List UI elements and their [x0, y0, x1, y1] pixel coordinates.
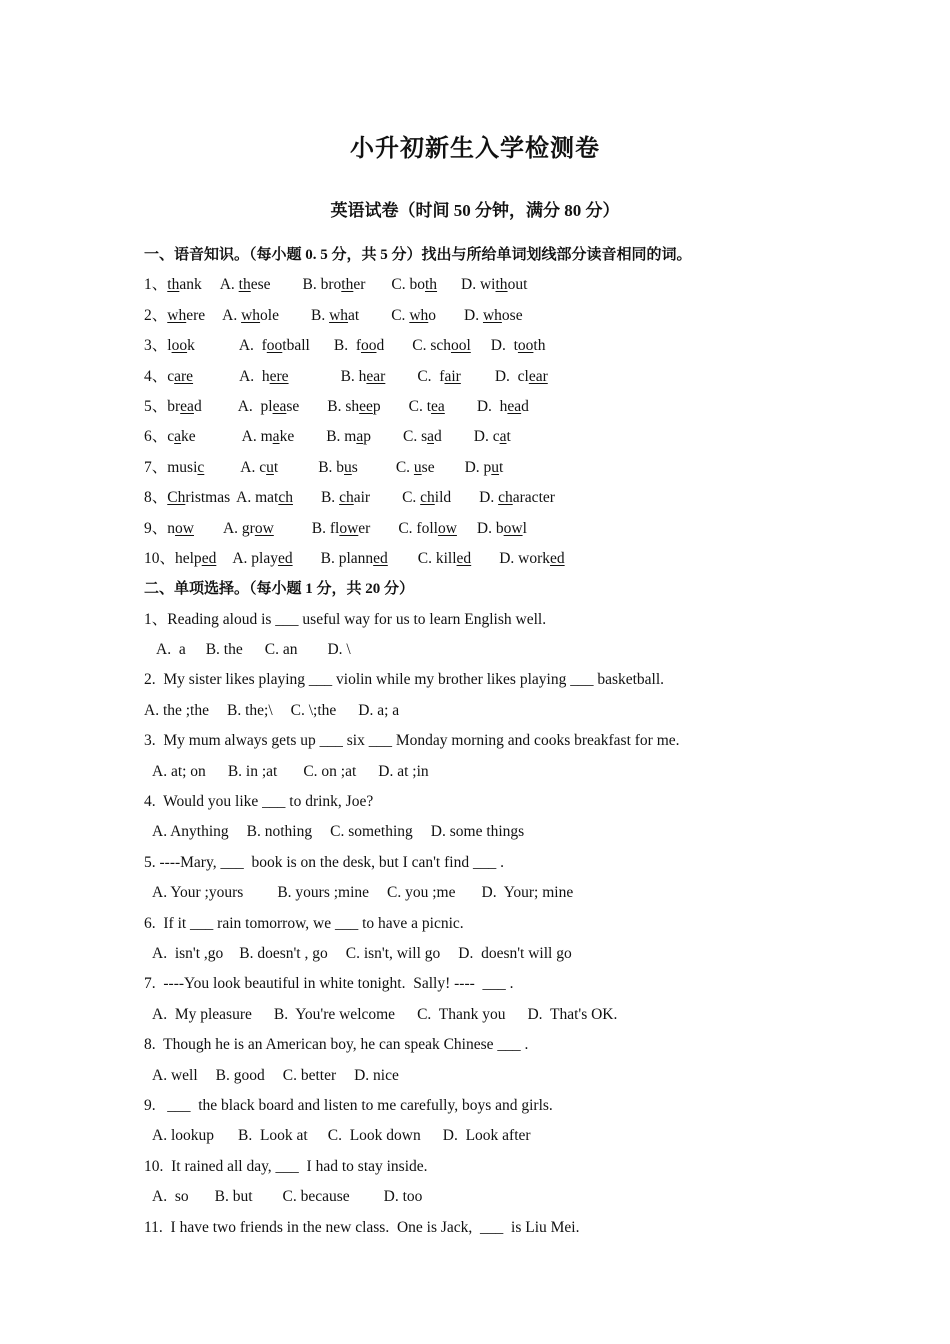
page-subtitle: 英语试卷（时间 50 分钟，满分 80 分） — [330, 201, 620, 220]
underlined-sound: wh — [241, 306, 261, 324]
underlined-sound: th — [238, 276, 251, 294]
question-options — [144, 635, 864, 665]
answer-option[interactable]: D. nice — [354, 1066, 399, 1084]
phonics-option[interactable]: B. hear — [340, 367, 386, 385]
underlined-sound: are — [174, 367, 194, 385]
underlined-sound: oo — [360, 337, 377, 355]
underlined-sound: wh — [167, 306, 187, 324]
phonics-option[interactable]: C. killed — [417, 549, 472, 567]
underlined-sound: th — [341, 276, 354, 294]
underlined-sound: ch — [420, 489, 435, 507]
phonics-word: 7、music — [144, 458, 205, 476]
phonics-option[interactable]: D. whose — [464, 306, 523, 324]
phonics-option[interactable]: D. worked — [499, 549, 565, 567]
underlined-sound: ow — [437, 519, 457, 537]
underlined-sound: a — [499, 428, 507, 446]
underlined-sound: ed — [373, 549, 388, 567]
answer-option[interactable]: A. lookup — [152, 1127, 214, 1145]
underlined-sound: oo — [171, 337, 188, 355]
answer-option[interactable]: D. Your; mine — [481, 884, 574, 902]
underlined-sound: u — [491, 458, 500, 476]
phonics-option[interactable]: B. planned — [320, 549, 388, 567]
phonics-option[interactable]: B. flower — [311, 519, 371, 537]
underlined-sound: ch — [498, 489, 513, 507]
answer-option[interactable]: A. Anything — [152, 823, 229, 841]
underlined-sound: th — [167, 276, 180, 294]
phonics-option[interactable]: A. these — [219, 276, 271, 294]
underlined-sound: wh — [409, 306, 429, 324]
question-options — [144, 1121, 864, 1151]
phonics-option[interactable]: A. make — [241, 428, 295, 446]
answer-option[interactable]: D. a; a — [358, 701, 400, 719]
underlined-sound: wh — [329, 306, 349, 324]
question-text: 6. If it ___ rain tomorrow, we ___ to have a picnic. — [144, 914, 464, 932]
answer-option[interactable]: A. at; on — [152, 762, 206, 780]
answer-option[interactable]: C. you ;me — [387, 884, 456, 902]
phonics-word: 4、care — [144, 367, 194, 385]
question-options — [144, 757, 864, 787]
answer-option[interactable]: C. isn't, will go — [345, 944, 441, 962]
answer-option[interactable]: D. \ — [327, 641, 351, 659]
phonics-option[interactable]: D. without — [461, 276, 528, 294]
phonics-option[interactable]: A. played — [232, 549, 293, 567]
underlined-sound: ea — [180, 397, 194, 415]
underlined-sound: ee — [359, 397, 373, 415]
section2-heading: 二、单项选择。（每小题 1 分，共 20 分） — [144, 581, 415, 598]
section1-heading: 一、语音知识。（每小题 0. 5 分，共 5 分）找出与所给单词划线部分读音相同的词。 — [144, 247, 692, 263]
phonics-word: 10、helped — [144, 549, 217, 567]
underlined-sound: ed — [456, 549, 472, 567]
answer-option[interactable]: C. because — [282, 1188, 350, 1206]
answer-option[interactable]: C. an — [264, 641, 298, 659]
phonics-item — [144, 270, 864, 300]
underlined-sound: Ch — [167, 489, 186, 507]
multiple-choice-section — [144, 605, 864, 1243]
underlined-sound: oo — [266, 337, 283, 355]
underlined-sound: ea — [272, 397, 287, 415]
phonics-option[interactable]: D. character — [479, 489, 555, 507]
phonics-option[interactable]: A. please — [237, 397, 300, 415]
answer-option[interactable]: A. the ;the — [144, 701, 209, 719]
phonics-option[interactable]: A. whole — [222, 306, 279, 324]
answer-option[interactable]: A. so — [152, 1188, 189, 1206]
phonics-option[interactable]: B. sheep — [327, 397, 381, 415]
answer-option[interactable]: B. You're welcome — [273, 1005, 396, 1023]
phonics-item — [144, 362, 864, 392]
phonics-option[interactable]: D. bowl — [476, 519, 527, 537]
page-title: 小升初新生入学检测卷 — [350, 136, 600, 162]
underlined-sound: c — [197, 458, 205, 476]
underlined-sound: ear — [366, 367, 386, 385]
underlined-sound: ed — [277, 549, 293, 567]
phonics-option[interactable]: A. football — [238, 337, 310, 355]
phonics-option[interactable]: C. sad — [403, 428, 442, 446]
phonics-option[interactable]: A. cut — [240, 458, 279, 476]
question-text: 1、Reading aloud is ___ useful way for us to learn English well. — [144, 610, 547, 628]
question-text: 9. ___ the black board and listen to me carefully, boys and girls. — [144, 1096, 553, 1114]
question-options — [144, 939, 864, 969]
underlined-sound: ea — [507, 397, 522, 415]
underlined-sound: oo — [517, 337, 534, 355]
phonics-option[interactable]: C. who — [391, 306, 437, 324]
phonics-option[interactable]: D. clear — [494, 367, 548, 385]
phonics-option[interactable]: B. food — [333, 337, 385, 355]
answer-option[interactable]: D. That's OK. — [527, 1005, 618, 1023]
question-text: 3. My mum always gets up ___ six ___ Monday morning and cooks breakfast for me. — [144, 732, 680, 750]
underlined-sound: air — [444, 367, 461, 385]
answer-option[interactable]: B. good — [215, 1066, 265, 1084]
phonics-word: 9、now — [144, 519, 194, 537]
underlined-sound: u — [266, 458, 274, 476]
question-options — [144, 878, 864, 908]
question-options — [144, 1061, 864, 1091]
question-options — [144, 1182, 864, 1212]
answer-option[interactable]: D. Look after — [442, 1127, 531, 1145]
underlined-sound: u — [344, 458, 352, 476]
question-text: 7. ----You look beautiful in white tonight. Sally! ---- ___ . — [144, 975, 514, 993]
exam-content — [144, 240, 864, 1243]
phonics-item — [144, 514, 864, 544]
phonics-option[interactable]: C. both — [391, 276, 438, 294]
phonics-option[interactable]: D. put — [464, 458, 504, 476]
underlined-sound: ow — [503, 519, 523, 537]
phonics-item — [144, 392, 864, 422]
answer-option[interactable]: B. doesn't , go — [239, 944, 328, 962]
answer-option[interactable]: C. \;the — [290, 701, 337, 719]
underlined-sound: ow — [175, 519, 194, 537]
answer-option[interactable]: B. Look at — [238, 1127, 308, 1145]
underlined-sound: wh — [482, 306, 502, 324]
underlined-sound: a — [427, 428, 435, 446]
answer-option[interactable]: C. something — [330, 823, 413, 841]
phonics-option[interactable]: C. tea — [408, 397, 445, 415]
underlined-sound: a — [272, 428, 280, 446]
underlined-sound: ool — [450, 337, 471, 355]
question-text: 4. Would you like ___ to drink, Joe? — [144, 793, 374, 811]
underlined-sound: ed — [201, 549, 217, 567]
answer-option[interactable]: C. better — [282, 1066, 337, 1084]
phonics-option[interactable]: C. child — [402, 489, 452, 507]
underlined-sound: th — [424, 276, 438, 294]
answer-option[interactable]: C. Thank you — [417, 1005, 506, 1023]
phonics-option[interactable]: C. follow — [398, 519, 457, 537]
phonics-item — [144, 422, 864, 452]
phonics-item — [144, 301, 864, 331]
question-text: 5. ----Mary, ___ book is on the desk, but I can't find ___ . — [144, 853, 504, 871]
answer-option[interactable]: D. doesn't will go — [458, 944, 572, 962]
answer-option[interactable]: A. Your ;yours — [152, 884, 244, 902]
phonics-option[interactable]: A. grow — [222, 519, 274, 537]
phonics-option[interactable]: D. head — [476, 397, 529, 415]
question-options — [144, 1000, 864, 1030]
answer-option[interactable]: B. but — [214, 1188, 253, 1206]
question-text: 11. I have two friends in the new class. One is Jack, ___ is Liu Mei. — [144, 1218, 580, 1236]
answer-option[interactable]: A. My pleasure — [152, 1005, 252, 1023]
phonics-section — [144, 270, 864, 574]
phonics-option[interactable]: D. tooth — [490, 337, 546, 355]
underlined-sound: th — [495, 276, 508, 294]
answer-option[interactable]: A. a — [156, 641, 186, 659]
question-text: 10. It rained all day, ___ I had to stay inside. — [144, 1157, 428, 1175]
answer-option[interactable]: D. too — [383, 1188, 423, 1206]
underlined-sound: a — [174, 428, 182, 446]
underlined-sound: u — [413, 458, 422, 476]
answer-option[interactable]: B. in ;at — [227, 762, 278, 780]
phonics-option[interactable]: C. school — [412, 337, 471, 355]
phonics-option[interactable]: D. cat — [473, 428, 511, 446]
phonics-word: 1、thank — [144, 276, 202, 294]
answer-option[interactable]: B. the;\ — [227, 701, 273, 719]
phonics-option[interactable]: B. brother — [302, 276, 366, 294]
answer-option[interactable]: A. isn't ,go — [152, 944, 224, 962]
phonics-option[interactable]: B. what — [310, 306, 360, 324]
question-options — [144, 817, 864, 847]
underlined-sound: ed — [550, 549, 565, 567]
answer-option[interactable]: A. well — [152, 1066, 198, 1084]
question-options — [144, 696, 864, 726]
underlined-sound: ch — [278, 489, 293, 507]
phonics-option[interactable]: B. bus — [318, 458, 358, 476]
answer-option[interactable]: B. nothing — [246, 823, 313, 841]
phonics-word: 3、look — [144, 337, 195, 355]
phonics-item — [144, 483, 864, 513]
answer-option[interactable]: D. some things — [430, 823, 525, 841]
underlined-sound: a — [356, 428, 364, 446]
answer-option[interactable]: B. the — [205, 641, 243, 659]
phonics-word: 2、where — [144, 306, 206, 324]
phonics-option[interactable]: C. use — [395, 458, 435, 476]
phonics-option[interactable]: B. chair — [320, 489, 371, 507]
answer-option[interactable]: C. Look down — [327, 1127, 421, 1145]
underlined-sound: ea — [431, 397, 445, 415]
underlined-sound: ow — [339, 519, 359, 537]
phonics-option[interactable]: B. map — [326, 428, 371, 446]
phonics-option[interactable]: C. fair — [417, 367, 461, 385]
phonics-word: 5、bread — [144, 397, 202, 415]
question-text: 2. My sister likes playing ___ violin while my brother likes playing ___ basketball. — [144, 671, 665, 689]
phonics-item — [144, 453, 864, 483]
question-text: 8. Though he is an American boy, he can speak Chinese ___ . — [144, 1036, 529, 1054]
phonics-word: 6、cake — [144, 428, 196, 446]
underlined-sound: ow — [254, 519, 274, 537]
answer-option[interactable]: D. at ;in — [378, 762, 429, 780]
underlined-sound: ere — [269, 367, 289, 385]
phonics-option[interactable]: A. here — [239, 367, 289, 385]
phonics-item — [144, 544, 864, 574]
phonics-option[interactable]: A. match — [236, 489, 293, 507]
phonics-word: 8、Christmas — [144, 489, 231, 507]
underlined-sound: ch — [339, 489, 354, 507]
answer-option[interactable]: B. yours ;mine — [277, 884, 370, 902]
phonics-item — [144, 331, 864, 361]
underlined-sound: ear — [528, 367, 548, 385]
answer-option[interactable]: C. on ;at — [303, 762, 357, 780]
